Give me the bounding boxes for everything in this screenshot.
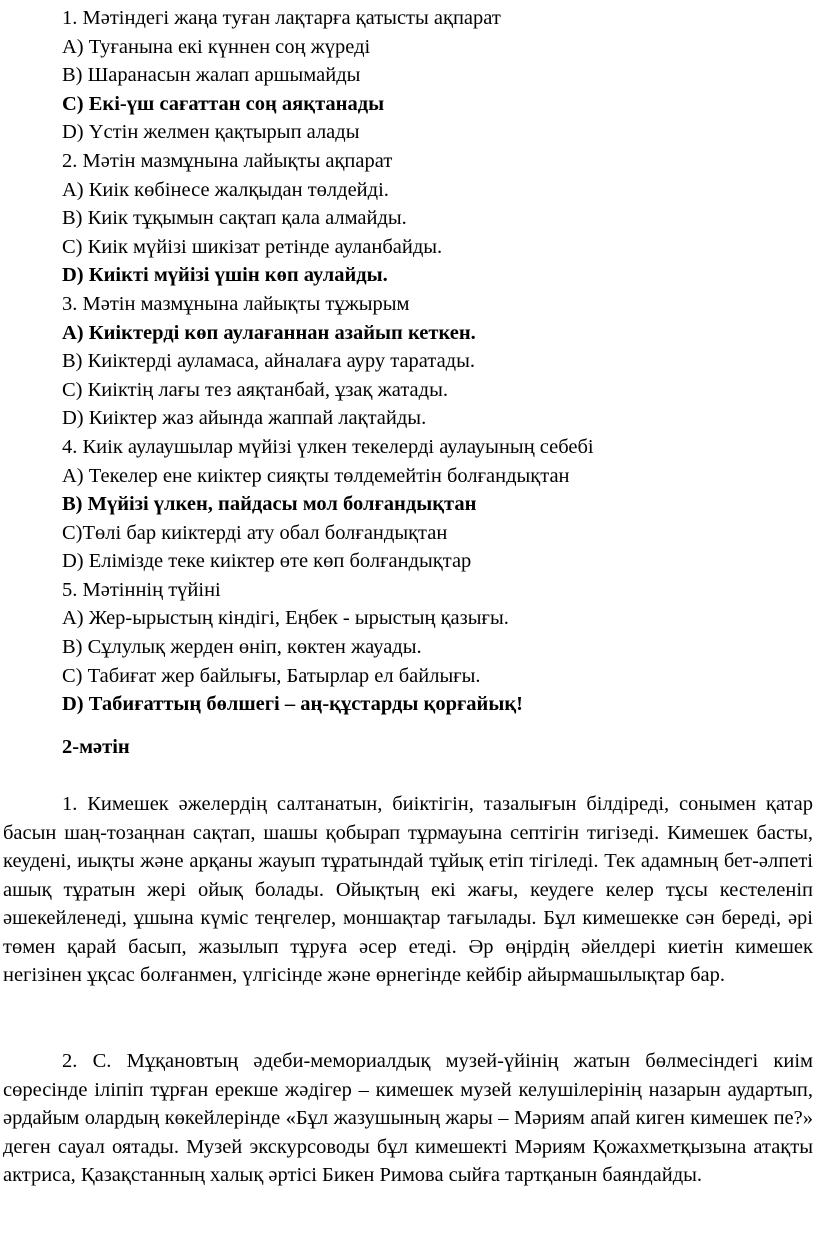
question-2-title: 2. Мәтін мазмұнына лайықты ақпарат xyxy=(62,149,393,172)
option-line: А) Киік көбінесе жалқыдан төлдейді. xyxy=(62,178,389,201)
paragraph-2: 2. С. Мұқановтың әдеби-мемориалдық музей-үйінің жатын бөлмесіндегі киім сөресінде іліпіп тұрған ерекше жәдігер – кимешек музей келушілерінің назарын аудартып, әрдайым олардың көкейлерінде «Бұл жазушының жары – Мәриям апай киген кимешек пе?» деген сауал оятады. Музей экскурсоводы бұл кимешекті Мәриям Қожахметқызына атақты актриса, Қазақстанның халық әртісі Бикен Римова сыйға тартқанын баяндайды. xyxy=(3,1050,813,1186)
correct-answer: А) Киіктерді көп аулағаннан азайып кеткен. xyxy=(62,321,476,344)
question-3-title: 3. Мәтін мазмұнына лайықты тұжырым xyxy=(62,292,410,315)
option-line: В) Киіктерді ауламаса, айналаға ауру таратады. xyxy=(62,350,476,373)
correct-answer: В) Мүйізі үлкен, пайдасы мол болғандықтан xyxy=(62,493,477,516)
option-line: В) Шаранасын жалап аршымайды xyxy=(62,64,361,87)
option-line: А) Жер-ырыстың кіндігі, Еңбек - ырыстың қазығы. xyxy=(62,607,509,630)
option-line: А) Туғанына екі күннен соң жүреді xyxy=(62,35,371,58)
section-title: 2-мәтін xyxy=(62,736,130,758)
option-line: С) Киік мүйізі шикізат ретінде ауланбайды. xyxy=(62,235,443,258)
option-line: D) Үстін желмен қақтырып алады xyxy=(62,121,360,144)
correct-answer: С) Екі-үш сағаттан соң аяқтанады xyxy=(62,92,385,115)
option-line: С) Киіктің лағы тез аяқтанбай, ұзақ жатады. xyxy=(62,378,448,401)
option-line: С)Төлі бар киіктерді ату обал болғандықтан xyxy=(62,521,448,544)
option-line: D) Елімізде теке киіктер өте көп болғандықтар xyxy=(62,550,472,573)
option-line: С) Табиғат жер байлығы, Батырлар ел байлығы. xyxy=(62,664,481,687)
correct-answer: D) Киікті мүйізі үшін көп аулайды. xyxy=(62,264,388,287)
paragraph-1: 1. Кимешек әжелердің салтанатын, биіктігін, тазалығын білдіреді, сонымен қатар басын шаң-тозаңнан сақтап, шашы қобырап тұрмауына септігін тигізеді. Кимешек басты, кеудені, иықты және арқаны жауып тұратындай тұйық етіп тігіледі. Тек адамның бет-әлпеті ашық тұратын жері ойық болады. Ойықтың екі жағы, кеудеге келер тұсы кестеленіп әшекейленеді, ұшына күміс теңгелер, моншақтар тағылады. Бұл кимешекке сән береді, әрі төмен қарай басып, жазылып тұруға әсер етеді. Әр өңірдің әйелдері киетін кимешек негізінен ұқсас болғанмен, үлгісінде және өрнегінде кейбір айырмашылықтар бар. xyxy=(3,793,813,986)
option-line: В) Киік тұқымын сақтап қала алмайды. xyxy=(62,207,407,230)
question-1-title: 1. Мәтіндегі жаңа туған лақтарға қатысты ақпарат xyxy=(62,7,501,29)
correct-answer: D) Табиғаттың бөлшегі – аң-құстарды қорғайық! xyxy=(62,693,523,716)
option-line: D) Киіктер жаз айында жаппай лақтайды. xyxy=(62,407,427,430)
question-5-title: 5. Мәтіннің түйіні xyxy=(62,578,221,601)
question-4-title: 4. Киік аулаушылар мүйізі үлкен текелерді аулауының себебі xyxy=(62,435,594,458)
quiz-questions xyxy=(62,4,816,719)
option-line: А) Текелер ене киіктер сияқты төлдемейтін болғандықтан xyxy=(62,464,570,487)
option-line: В) Сұлулық жерден өніп, көктен жауады. xyxy=(62,636,422,659)
